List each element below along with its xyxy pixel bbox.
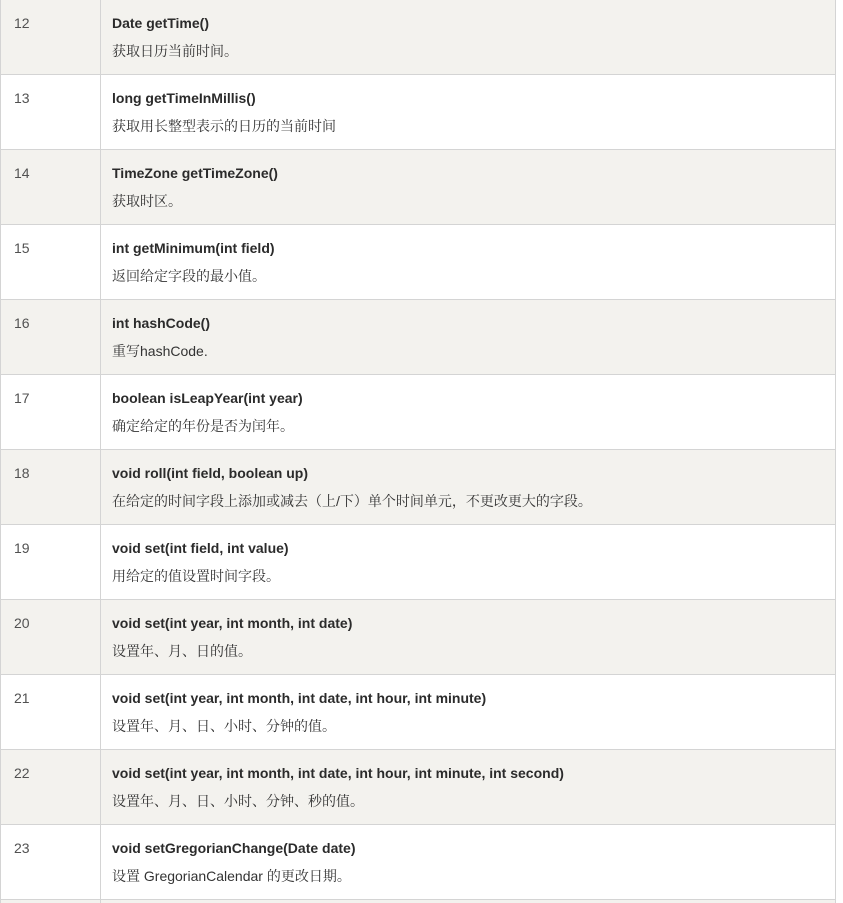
table-row — [1, 825, 836, 900]
row-index-cell: 17 — [1, 375, 101, 450]
method-signature: void set(int year, int month, int date, int hour, int minute) — [112, 687, 821, 709]
method-signature: long getTimeInMillis() — [112, 87, 821, 109]
row-index-cell: 22 — [1, 750, 101, 825]
method-description: 用给定的值设置时间字段。 — [112, 565, 821, 587]
row-index-cell: 19 — [1, 525, 101, 600]
method-cell — [101, 750, 836, 825]
table-row — [1, 750, 836, 825]
table-row-partial — [1, 900, 836, 903]
method-signature: TimeZone getTimeZone() — [112, 162, 821, 184]
method-signature: void set(int year, int month, int date) — [112, 612, 821, 634]
method-cell — [101, 225, 836, 300]
method-cell — [101, 600, 836, 675]
method-cell — [101, 525, 836, 600]
row-index-cell: 16 — [1, 300, 101, 375]
method-signature: Date getTime() — [112, 12, 821, 34]
method-description: 获取日历当前时间。 — [112, 40, 821, 62]
method-description: 确定给定的年份是否为闰年。 — [112, 415, 821, 437]
row-index-cell: 23 — [1, 825, 101, 900]
method-description: 获取时区。 — [112, 190, 821, 212]
method-signature: void set(int year, int month, int date, int hour, int minute, int second) — [112, 762, 821, 784]
method-description: 设置年、月、日、小时、分钟的值。 — [112, 715, 821, 737]
row-index-cell: 12 — [1, 0, 101, 75]
table-row — [1, 525, 836, 600]
method-signature: boolean isLeapYear(int year) — [112, 387, 821, 409]
method-cell — [101, 900, 836, 903]
table-row — [1, 0, 836, 75]
row-index-cell: 21 — [1, 675, 101, 750]
method-cell — [101, 375, 836, 450]
method-description: 重写hashCode. — [112, 340, 821, 362]
method-description: 设置年、月、日的值。 — [112, 640, 821, 662]
method-description: 获取用长整型表示的日历的当前时间 — [112, 115, 821, 137]
table-row — [1, 375, 836, 450]
method-signature: void setGregorianChange(Date date) — [112, 837, 821, 859]
table-row — [1, 600, 836, 675]
method-description: 在给定的时间字段上添加或减去（上/下）单个时间单元，不更改更大的字段。 — [112, 490, 821, 512]
method-cell — [101, 75, 836, 150]
row-index-cell: 14 — [1, 150, 101, 225]
table-row — [1, 75, 836, 150]
table-row — [1, 300, 836, 375]
row-index-cell: 13 — [1, 75, 101, 150]
row-index-cell: 20 — [1, 600, 101, 675]
table-row — [1, 450, 836, 525]
method-signature: void set(int field, int value) — [112, 537, 821, 559]
row-index-cell: 15 — [1, 225, 101, 300]
method-cell — [101, 825, 836, 900]
table-row — [1, 675, 836, 750]
method-cell — [101, 300, 836, 375]
method-signature: void roll(int field, boolean up) — [112, 462, 821, 484]
row-index-cell: 18 — [1, 450, 101, 525]
table-row — [1, 225, 836, 300]
method-cell — [101, 150, 836, 225]
method-signature: int getMinimum(int field) — [112, 237, 821, 259]
method-cell — [101, 675, 836, 750]
method-cell — [101, 450, 836, 525]
method-signature: int hashCode() — [112, 312, 821, 334]
method-cell — [101, 0, 836, 75]
method-description: 返回给定字段的最小值。 — [112, 265, 821, 287]
row-index-cell — [1, 900, 101, 903]
method-description: 设置 GregorianCalendar 的更改日期。 — [112, 865, 821, 887]
table-row — [1, 150, 836, 225]
method-reference-table-body — [1, 0, 836, 903]
method-description: 设置年、月、日、小时、分钟、秒的值。 — [112, 790, 821, 812]
